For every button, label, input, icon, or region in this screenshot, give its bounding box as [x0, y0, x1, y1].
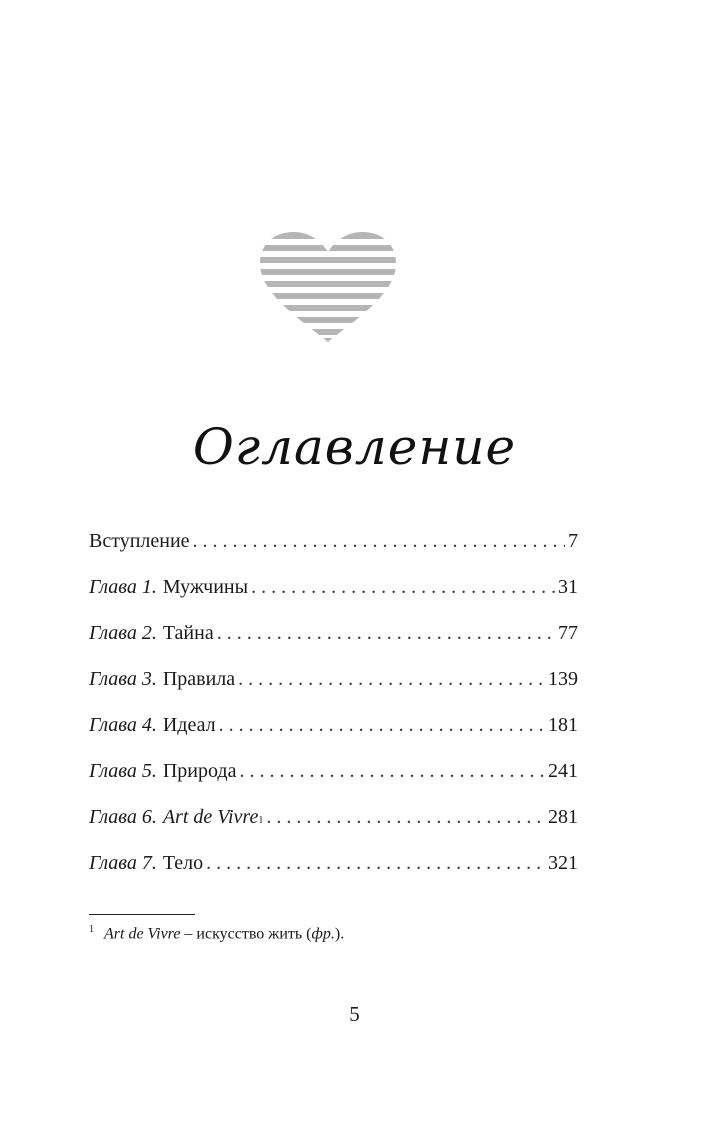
toc-chapter-label: Глава 6. — [89, 806, 157, 828]
toc-page-number: 241 — [548, 760, 578, 782]
toc-title: Идеал — [162, 714, 216, 736]
toc-entry: Глава 6. Art de Vivre 1 . . . 281 — [89, 806, 578, 852]
toc-entry — [89, 760, 578, 806]
toc-title: Мужчины — [162, 576, 249, 598]
footnote — [89, 924, 344, 943]
toc-entry — [89, 714, 578, 760]
toc-entry — [89, 622, 578, 668]
toc-entry — [89, 852, 578, 898]
dot-leader — [219, 714, 545, 737]
footnote-text: – искусство жить ( — [180, 925, 312, 943]
dot-leader — [251, 576, 555, 599]
toc-chapter-label: Глава 1. — [89, 576, 157, 598]
toc-page-number: 281 — [548, 806, 578, 828]
table-of-contents — [89, 530, 578, 898]
toc-title: Вступление — [89, 530, 190, 552]
toc-title: Art de Vivre — [162, 806, 259, 828]
striped-heart-icon — [258, 230, 398, 346]
toc-chapter-label: Глава 3. — [89, 668, 157, 690]
footnote-mark: 1 — [89, 924, 94, 935]
toc-chapter-label: Глава 5. — [89, 760, 157, 782]
footnote-lang: фр. — [311, 925, 335, 943]
toc-page-number: 7 — [568, 530, 578, 552]
toc-page-number: 77 — [558, 622, 578, 644]
page-number: 5 — [349, 1002, 360, 1026]
toc-title: Правила — [162, 668, 236, 690]
dot-leader — [217, 622, 555, 645]
toc-entry — [89, 576, 578, 622]
dot-leader — [266, 806, 545, 829]
toc-title: Природа — [162, 760, 237, 782]
toc-entry — [89, 530, 578, 576]
footnote-tail: ). — [334, 925, 345, 943]
footnote-term: Art de Vivre — [104, 925, 181, 943]
dot-leader — [193, 530, 565, 553]
dot-leader — [206, 852, 545, 875]
toc-entry — [89, 668, 578, 714]
toc-chapter-label: Глава 2. — [89, 622, 157, 644]
toc-chapter-label: Глава 7. — [89, 852, 157, 874]
page-title: Оглавление — [192, 418, 517, 476]
toc-title: Тайна — [162, 622, 214, 644]
toc-chapter-label: Глава 4. — [89, 714, 157, 736]
dot-leader — [238, 668, 545, 691]
dot-leader — [239, 760, 545, 783]
toc-page-number: 139 — [548, 668, 578, 690]
toc-title: Тело — [162, 852, 204, 874]
toc-page-number: 321 — [548, 852, 578, 874]
toc-page-number: 31 — [558, 576, 578, 598]
footnote-rule — [89, 914, 195, 915]
toc-page-number: 181 — [548, 714, 578, 736]
